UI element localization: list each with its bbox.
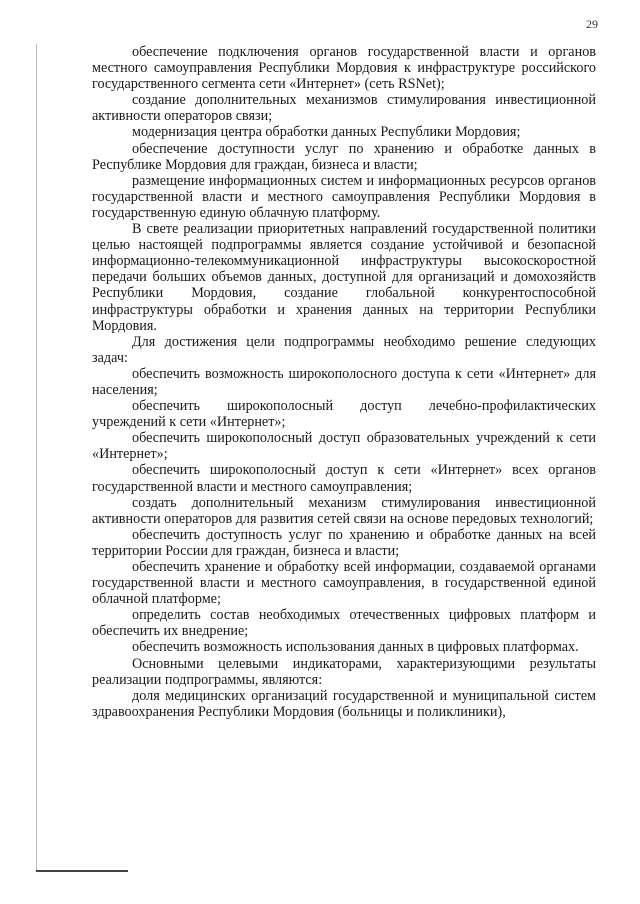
paragraph: обеспечение доступности услуг по хранению и обработке данных в Республике Мордовия для граждан, бизнеса и власти;: [92, 140, 596, 173]
paragraph: обеспечить широкополосный доступ лечебно-профилактических учреждений к сети «Интернет»;: [92, 398, 596, 431]
page-number: 29: [586, 17, 598, 31]
paragraph: В свете реализации приоритетных направлений государственной политики целью настоящей подпрограммы является создание устойчивой и безопасной информационно-телекоммуникационной инфраструктуры высокоскоростной передачи больших объемов данных, доступной для организаций и домохозяйств Республики Мордовия, создание глобальной конкурентоспособной инфраструктуры обработки и хранения данных на территории Республики Мордовия.: [92, 221, 596, 334]
paragraph: обеспечить доступность услуг по хранению и обработке данных на всей территории России для граждан, бизнеса и власти;: [92, 526, 596, 559]
paragraph: Для достижения цели подпрограммы необходимо решение следующих задач:: [92, 333, 596, 366]
paragraph: Основными целевыми индикаторами, характеризующими результаты реализации подпрограммы, являются:: [92, 655, 596, 688]
paragraph: определить состав необходимых отечественных цифровых платформ и обеспечить их внедрение;: [92, 607, 596, 640]
paragraph: обеспечить широкополосный доступ образовательных учреждений к сети «Интернет»;: [92, 430, 596, 463]
paragraph: размещение информационных систем и информационных ресурсов органов государственной власти и местного самоуправления Республики Мордовия в государственную единую облачную платформу.: [92, 172, 596, 221]
paragraph: создание дополнительных механизмов стимулирования инвестиционной активности операторов связи;: [92, 92, 596, 125]
paragraph: создать дополнительный механизм стимулирования инвестиционной активности операторов для развития сетей связи на основе передовых технологий;: [92, 494, 596, 527]
paragraph: обеспечение подключения органов государственной власти и органов местного самоуправления Республики Мордовия к инфраструктуре российского государственного сегмента сети «Интернет» (сеть RSNet);: [92, 44, 596, 93]
paragraph: обеспечить возможность широкополосного доступа к сети «Интернет» для населения;: [92, 365, 596, 398]
paragraph: обеспечить возможность использования данных в цифровых платформах.: [132, 639, 579, 656]
paragraph: обеспечить широкополосный доступ к сети «Интернет» всех органов государственной власти и местного самоуправления;: [92, 462, 596, 495]
body-text: [92, 44, 596, 720]
bottom-corner-line: [36, 870, 128, 872]
paragraph: модернизация центра обработки данных Республики Мордовия;: [132, 124, 521, 141]
paragraph: доля медицинских организаций государственной и муниципальной систем здравоохранения Республики Мордовия (больницы и поликлиники),: [92, 687, 596, 720]
paragraph: обеспечить хранение и обработку всей информации, создаваемой органами государственной власти и местного самоуправления, в государственной единой облачной платформе;: [92, 559, 596, 608]
left-margin-line: [36, 44, 37, 870]
